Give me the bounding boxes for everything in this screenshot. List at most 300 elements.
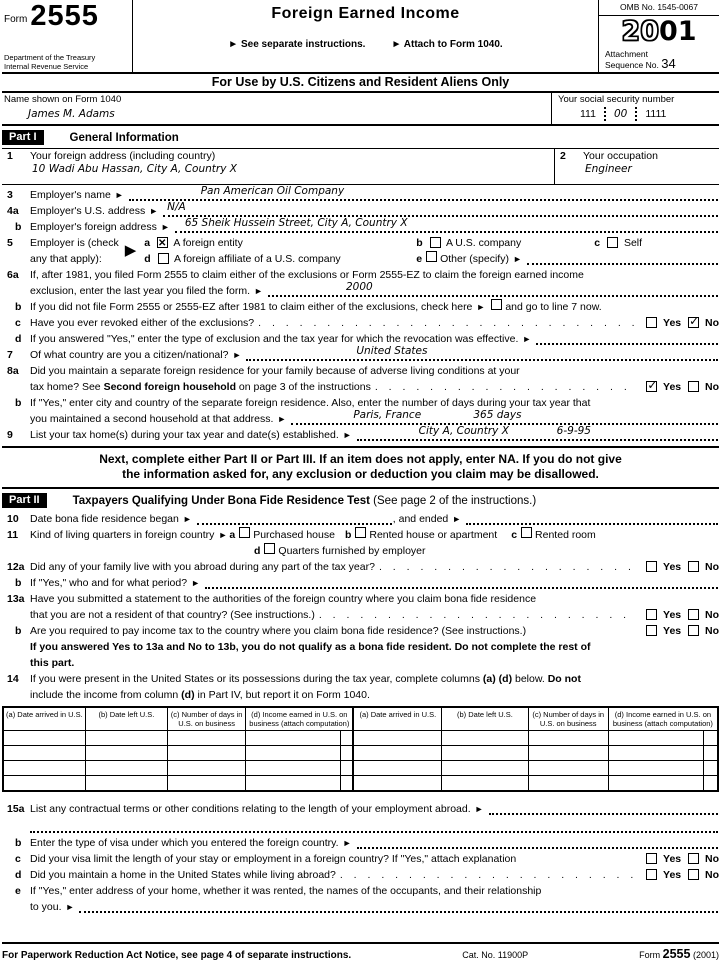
footer-form-word: Form — [639, 950, 661, 960]
dot-leader — [375, 379, 636, 395]
table-cell[interactable] — [168, 746, 246, 761]
line6b-text: If you did not file Form 2555 or 2555-EZ after 1981 to claim either of the exclusions, check here — [30, 301, 473, 313]
col-a-header: (a) Date arrived in U.S. — [3, 707, 85, 731]
line12a-no-checkbox[interactable] — [688, 561, 699, 572]
line14-text-2: include the income from column — [30, 689, 179, 701]
table-cell[interactable] — [442, 776, 528, 791]
table-cell[interactable] — [528, 731, 608, 746]
line5a-label: A foreign entity — [173, 237, 243, 249]
dot-leader — [379, 559, 636, 575]
line11d-employer-quarters-checkbox[interactable] — [264, 543, 275, 554]
table-cell[interactable] — [608, 761, 703, 776]
line6a-cont — [2, 283, 719, 299]
col-a-header-2: (a) Date arrived in U.S. — [353, 707, 441, 731]
line11c-letter: c — [511, 529, 518, 541]
table-cell[interactable] — [353, 776, 441, 791]
table-cell[interactable] — [608, 776, 703, 791]
x-mark-icon: ✕ — [158, 238, 167, 249]
line5e-label: Other (specify) — [440, 253, 509, 265]
employer-name-entry-line[interactable] — [129, 185, 718, 201]
line9-label: List your tax home(s) during your tax year and date(s) established. — [30, 429, 339, 441]
line12a-no-label: No — [705, 561, 719, 573]
table-cell[interactable] — [528, 761, 608, 776]
employer-foreign-address-entry-line[interactable] — [175, 217, 718, 233]
line15e-cont — [2, 899, 719, 915]
line8b-text-2: you maintained a second household at that address. — [30, 413, 274, 425]
line10-number: 10 — [7, 513, 19, 525]
line7 — [2, 347, 719, 363]
second-residence-days-value: 365 days — [473, 409, 522, 421]
line13-note-cont — [2, 655, 719, 671]
table-row — [3, 731, 718, 746]
line9 — [2, 427, 719, 443]
line11d-label: Quarters furnished by employer — [278, 545, 426, 557]
ssn-separator — [604, 107, 606, 121]
line14-text-mid: below. — [515, 673, 545, 685]
line3 — [2, 187, 719, 203]
table-row — [3, 761, 718, 776]
table-cell[interactable] — [85, 746, 167, 761]
employer-foreign-address-value: 65 Sheik Hussein Street, City A, Country X — [184, 217, 408, 229]
col-b-header-2: (b) Date left U.S. — [442, 707, 528, 731]
line6b-text-post: and go to line 7 now. — [505, 301, 602, 313]
line13b-no-checkbox[interactable] — [688, 625, 699, 636]
line14 — [2, 671, 719, 687]
line11 — [2, 527, 719, 543]
ssn-separator — [635, 107, 637, 121]
see-instructions-note: ► See separate instructions. — [228, 39, 366, 50]
line15c-yes-label: Yes — [663, 852, 682, 865]
arrowhead-icon: ► — [149, 206, 159, 216]
line13b-no-label: No — [705, 625, 719, 637]
line15a-label: List any contractual terms or other conditions relating to the length of your employment abroad. — [30, 802, 471, 815]
line15e-entry-line[interactable] — [79, 901, 718, 913]
line5d-foreign-affiliate-checkbox[interactable] — [158, 253, 169, 264]
us-presence-table — [2, 706, 719, 792]
part1-badge: Part I — [2, 130, 44, 145]
footer-form-number: 2555 — [662, 947, 691, 961]
line5d-letter: d — [144, 253, 151, 265]
line2 — [554, 149, 719, 184]
arrowhead-icon: ► — [65, 901, 75, 912]
line15c-yes-checkbox[interactable] — [646, 853, 657, 864]
line11b-rented-house-checkbox[interactable] — [355, 527, 366, 538]
line6c-yes-checkbox[interactable] — [646, 317, 657, 328]
line6b-did-not-file-checkbox[interactable] — [491, 299, 502, 310]
line15e — [2, 883, 719, 899]
tax-home-value: City A, Country X — [418, 425, 509, 437]
line8b-cont — [2, 411, 719, 427]
sequence-label: Sequence No. — [605, 60, 659, 70]
line14-number: 14 — [7, 673, 19, 685]
line15d-label: Did you maintain a home in the United States while living abroad? — [30, 868, 336, 881]
line15b-label: Enter the type of visa under which you entered the foreign country. — [30, 836, 339, 849]
table-cell[interactable] — [3, 746, 85, 761]
line12a-label: Did any of your family live with you abroad during any part of the tax year? — [30, 561, 375, 573]
line12a — [2, 559, 719, 575]
line13-note-text-2: this part. — [30, 657, 75, 669]
attach-to-1040-note: ► Attach to Form 1040. — [391, 39, 503, 50]
line1-line2-box — [2, 148, 719, 185]
line15e-number: e — [15, 884, 21, 897]
table-cell[interactable] — [442, 731, 528, 746]
line13b-number: b — [15, 625, 22, 637]
line2-number: 2 — [560, 150, 566, 162]
line6a-number: 6a — [7, 269, 19, 281]
line4b — [2, 219, 719, 235]
table-cell[interactable] — [353, 746, 441, 761]
line9-entry-line[interactable] — [357, 425, 718, 441]
line15d-yes-label: Yes — [663, 868, 682, 881]
line8a-text-2-bold: Second foreign household — [103, 381, 236, 393]
line13a-yes-checkbox[interactable] — [646, 609, 657, 620]
line8a-text-2-post: on page 3 of the instructions — [238, 381, 371, 393]
line7-country-entry-line[interactable] — [246, 345, 718, 361]
table-cell[interactable] — [608, 746, 703, 761]
ssn-part3: 1111 — [645, 108, 667, 120]
line11-cont — [2, 543, 719, 559]
table-cell-cents[interactable] — [340, 776, 353, 791]
line12b-entry-line[interactable] — [205, 577, 718, 589]
line6c-label: Have you ever revoked either of the exclusions? — [30, 317, 255, 329]
sequence-number: 34 — [661, 56, 676, 71]
attachment-label: Attachment — [605, 49, 648, 59]
line2-label: Your occupation — [583, 150, 658, 162]
tax-year-outline-digits: 20 — [621, 16, 659, 47]
line15d-no-label: No — [705, 868, 719, 881]
omb-block — [598, 0, 719, 72]
ssn-part1: 111 — [580, 108, 596, 120]
agency-line2: Internal Revenue Service — [4, 62, 89, 71]
line11d-letter: d — [254, 545, 261, 557]
line13a-number: 13a — [7, 593, 25, 605]
table-cell[interactable] — [85, 731, 167, 746]
line14-bold-2: Do not — [547, 673, 581, 685]
dot-leader — [258, 315, 636, 331]
big-arrowhead-icon: ▶ — [124, 242, 137, 259]
line5-label-2: any that apply): — [30, 253, 102, 265]
check-mark-icon: ✓ — [689, 314, 700, 328]
arrowhead-icon: ► — [232, 350, 242, 360]
line6d-label: If you answered "Yes," enter the type of exclusion and the tax year for which the revocation was effective. — [30, 333, 519, 345]
table-cell[interactable] — [442, 761, 528, 776]
table-cell-cents[interactable] — [704, 746, 718, 761]
omb-number: OMB No. 1545-0067 — [599, 0, 719, 16]
dot-leader — [319, 607, 636, 623]
table-cell[interactable] — [85, 761, 167, 776]
table-row — [3, 776, 718, 791]
ssn-field[interactable] — [558, 107, 717, 121]
occupation-field[interactable]: Engineer — [585, 163, 632, 175]
ssn-label: Your social security number — [558, 94, 675, 105]
col-c-header-2: (c) Number of days in U.S. on business — [528, 707, 608, 731]
line13-note — [2, 639, 719, 655]
line13a-yes-label: Yes — [663, 609, 682, 621]
line1-number: 1 — [7, 150, 13, 162]
arrowhead-icon: ► — [160, 222, 170, 232]
line11a-purchased-house-checkbox[interactable] — [239, 527, 250, 538]
table-row — [3, 746, 718, 761]
line15b-entry-line[interactable] — [357, 837, 719, 849]
arrowhead-icon: ► — [474, 803, 484, 814]
arrowhead-icon: ► — [218, 530, 228, 540]
line6c-no-checkbox[interactable] — [688, 314, 700, 328]
line12b — [2, 575, 719, 591]
line15e-text-2: to you. — [30, 900, 62, 913]
tax-home-date-value: 6-9-95 — [556, 425, 591, 437]
line13b — [2, 623, 719, 639]
line4a-label: Employer's U.S. address — [30, 205, 146, 217]
line5e-other-entry-line[interactable] — [527, 253, 718, 265]
form-footer — [2, 942, 719, 963]
table-cell[interactable] — [528, 776, 608, 791]
col-b-header: (b) Date left U.S. — [85, 707, 167, 731]
form-header — [2, 0, 719, 74]
line6c-no-label: No — [705, 317, 719, 329]
line12b-number: b — [15, 577, 22, 589]
line14-cont — [2, 687, 719, 703]
catalog-number: Cat. No. 11900P — [462, 950, 529, 960]
table-cell[interactable] — [246, 776, 340, 791]
part1-header — [2, 130, 719, 145]
line8a-number: 8a — [7, 365, 19, 377]
line1 — [2, 149, 554, 184]
line5b-label: A U.S. company — [445, 237, 522, 249]
line5c-self-checkbox[interactable] — [607, 237, 618, 248]
line11c-rented-room-checkbox[interactable] — [521, 527, 532, 538]
line15c-number: c — [15, 852, 21, 865]
line4b-number: b — [15, 221, 22, 233]
table-cell[interactable] — [608, 731, 703, 746]
table-cell[interactable] — [528, 746, 608, 761]
table-cell[interactable] — [442, 746, 528, 761]
line10-label: Date bona fide residence began — [30, 513, 179, 525]
table-cell[interactable] — [3, 776, 85, 791]
residence-ended-entry-line[interactable] — [466, 513, 718, 525]
line6a-year-value: 2000 — [345, 281, 373, 293]
notice-line-2: the information asked for, any exclusion or deduction you claim may be disallowed. — [122, 467, 599, 481]
line13b-yes-checkbox[interactable] — [646, 625, 657, 636]
line11b-label: Rented house or apartment — [369, 529, 498, 541]
line5a-letter: a — [144, 237, 151, 249]
line3-number: 3 — [7, 189, 13, 201]
line6d-entry-line[interactable] — [536, 333, 718, 345]
table-cell[interactable] — [353, 761, 441, 776]
form-title-block — [133, 0, 598, 72]
arrowhead-icon: ► — [191, 578, 201, 588]
line15c-no-checkbox[interactable] — [688, 853, 699, 864]
line8b-number: b — [15, 397, 22, 409]
line15b-number: b — [15, 836, 22, 849]
usage-banner: For Use by U.S. Citizens and Resident Aliens Only — [2, 74, 719, 93]
dot-leader — [340, 867, 636, 883]
second-residence-value: Paris, France — [353, 409, 422, 421]
arrowhead-icon: ► — [452, 514, 462, 524]
line11a-label: Purchased house — [253, 529, 335, 541]
part2-badge: Part II — [2, 493, 47, 508]
table-cell-cents[interactable] — [704, 776, 718, 791]
line12a-yes-checkbox[interactable] — [646, 561, 657, 572]
arrowhead-icon: ► — [114, 190, 124, 200]
table-cell[interactable] — [168, 776, 246, 791]
foreign-address-field[interactable]: 10 Wadi Abu Hassan, City A, Country X — [32, 163, 237, 175]
line8a-yes-checkbox[interactable] — [646, 378, 658, 392]
tax-year-solid-digits: 01 — [659, 16, 697, 47]
footer-form-id — [639, 947, 719, 961]
line15b — [2, 835, 719, 851]
line1-label: Your foreign address (including country) — [30, 150, 216, 162]
arrowhead-icon: ► — [342, 430, 352, 440]
form-word: Form — [4, 14, 28, 25]
line15a-number: 15a — [7, 802, 25, 815]
line8a-text-1: Did you maintain a separate foreign residence for your family because of adverse living conditions at your — [30, 365, 520, 377]
table-cell[interactable] — [353, 731, 441, 746]
line8a-cont — [2, 379, 719, 395]
line5b-letter: b — [416, 237, 423, 249]
table-cell-cents[interactable] — [340, 731, 353, 746]
line8a-no-label: No — [705, 381, 719, 393]
line11-label: Kind of living quarters in foreign country — [30, 529, 215, 541]
line12b-label: If "Yes," who and for what period? — [30, 577, 188, 589]
line6a-text-1: If, after 1981, you filed Form 2555 to claim either of the exclusions or Form 2555-EZ to claim the foreign earned income — [30, 269, 584, 281]
line11-number: 11 — [7, 529, 19, 541]
line5d-label: A foreign affiliate of a U.S. company — [173, 253, 341, 265]
line5 — [2, 235, 719, 267]
line5a-foreign-entity-checkbox[interactable] — [157, 237, 168, 248]
line5e-letter: e — [416, 253, 423, 265]
table-cell-cents[interactable] — [340, 746, 353, 761]
line14-bold-3: (d) — [181, 689, 195, 701]
line13a-cont — [2, 607, 719, 623]
line13a-no-checkbox[interactable] — [688, 609, 699, 620]
name-ssn-row — [2, 93, 719, 126]
form-number: 2555 — [30, 0, 99, 32]
part2-title-text: Taxpayers Qualifying Under Bona Fide Residence Test — [72, 494, 370, 507]
line11c-label: Rented room — [535, 529, 596, 541]
tax-year — [599, 18, 719, 46]
line15d-no-checkbox[interactable] — [688, 869, 699, 880]
line10-mid: , and ended — [392, 513, 449, 525]
line14-text-1: If you were present in the United States or its possessions during the tax year, complete columns — [30, 673, 480, 685]
line15a-entry-line-2[interactable] — [30, 821, 718, 833]
line5c-label: Self — [623, 237, 643, 249]
line4b-label: Employer's foreign address — [30, 221, 157, 233]
table-cell[interactable] — [246, 746, 340, 761]
line6a-text-2: exclusion, enter the last year you filed the form. — [30, 285, 251, 297]
table-cell-cents[interactable] — [704, 731, 718, 746]
line15d-yes-checkbox[interactable] — [646, 869, 657, 880]
line5b-us-company-checkbox[interactable] — [430, 237, 441, 248]
line8a-yes-label: Yes — [663, 381, 682, 393]
col-c-header: (c) Number of days in U.S. on business — [168, 707, 246, 731]
citizen-country-value: United States — [356, 345, 428, 357]
line6a-year-entry-line[interactable] — [268, 281, 718, 297]
line6c-number: c — [15, 317, 21, 329]
form-title: Foreign Earned Income — [271, 5, 460, 22]
part2-title-note: (See page 2 of the instructions.) — [373, 494, 537, 507]
line15c-no-label: No — [705, 852, 719, 865]
table-cell[interactable] — [85, 776, 167, 791]
line6c — [2, 315, 719, 331]
line5e-other-checkbox[interactable] — [426, 251, 437, 262]
table-cell-cents[interactable] — [340, 761, 353, 776]
table-cell[interactable] — [3, 731, 85, 746]
check-mark-icon: ✓ — [647, 378, 658, 392]
line14-bold-1: (a) (d) — [482, 673, 513, 685]
line15a-cont — [2, 821, 719, 835]
line13-note-text-1: If you answered Yes to 13a and No to 13b, you do not qualify as a bona fide resident. Do not complete the rest of — [30, 641, 591, 653]
line15c-label: Did your visa limit the length of your stay or employment in a foreign country? If "Yes," attach explanation — [30, 852, 517, 865]
form-id-block — [2, 0, 133, 72]
table-cell[interactable] — [246, 731, 340, 746]
line12a-yes-label: Yes — [663, 561, 682, 573]
paperwork-notice: For Paperwork Reduction Act Notice, see page 4 of separate instructions. — [2, 950, 352, 961]
line15a — [2, 801, 719, 817]
line11b-letter: b — [344, 529, 352, 541]
agency-line1: Department of the Treasury — [4, 53, 96, 62]
line13a — [2, 591, 719, 607]
line15c — [2, 851, 719, 867]
arrowhead-icon: ► — [476, 302, 486, 312]
arrowhead-icon: ► — [182, 514, 192, 524]
line3-label: Employer's name — [30, 189, 111, 201]
line8a — [2, 363, 719, 379]
part1-title: General Information — [69, 131, 179, 144]
line15e-text-1: If "Yes," enter address of your home, whether it was rented, the names of the occupants, and their relationship — [30, 884, 542, 897]
line7-label: Of what country are you a citizen/national? — [30, 349, 229, 361]
line13b-label: Are you required to pay income tax to the country where you claim bona fide residence? (See instructions.) — [30, 625, 527, 637]
name-field[interactable]: James M. Adams — [28, 108, 115, 120]
arrowhead-icon: ► — [277, 414, 287, 424]
line11a-letter: a — [229, 529, 236, 541]
line15d-number: d — [15, 868, 22, 881]
residence-began-entry-line[interactable] — [197, 513, 392, 525]
employer-name-value: Pan American Oil Company — [200, 185, 345, 197]
col-d-header: (d) Income earned in U.S. on business (attach computation) — [246, 707, 354, 731]
table-cell[interactable] — [3, 761, 85, 776]
table-cell[interactable] — [246, 761, 340, 776]
line6d-number: d — [15, 333, 22, 345]
line8a-text-2-pre: tax home? See — [30, 381, 101, 393]
line7-number: 7 — [7, 349, 13, 361]
line6b — [2, 299, 719, 315]
line8b-text-1: If "Yes," enter city and country of the separate foreign residence. Also, enter the number of days during your tax year that — [30, 397, 591, 409]
line10 — [2, 511, 719, 527]
mid-form-notice — [2, 448, 719, 489]
line5-number: 5 — [7, 237, 13, 249]
table-cell-cents[interactable] — [704, 761, 718, 776]
arrowhead-icon: ► — [512, 254, 522, 264]
part2-header — [2, 493, 719, 508]
table-cell[interactable] — [168, 731, 246, 746]
arrowhead-icon: ► — [522, 334, 532, 344]
line13a-no-label: No — [705, 609, 719, 621]
line14-text-3: in Part IV, but report it on Form 1040. — [197, 689, 370, 701]
ssn-part2: 00 — [613, 108, 628, 120]
line5-label-1: Employer is (check — [30, 237, 119, 249]
line15d — [2, 867, 719, 883]
line15a-entry-line[interactable] — [489, 803, 718, 815]
part2-title — [73, 495, 537, 507]
line8a-no-checkbox[interactable] — [688, 381, 699, 392]
footer-form-year: (2001) — [692, 950, 719, 960]
line6c-yes-label: Yes — [663, 317, 682, 329]
table-cell[interactable] — [168, 761, 246, 776]
notice-line-1: Next, complete either Part II or Part III. If an item does not apply, enter NA. If you do not give — [99, 452, 622, 466]
line12a-number: 12a — [7, 561, 25, 573]
arrowhead-icon: ► — [342, 837, 352, 848]
name-label: Name shown on Form 1040 — [4, 94, 122, 105]
